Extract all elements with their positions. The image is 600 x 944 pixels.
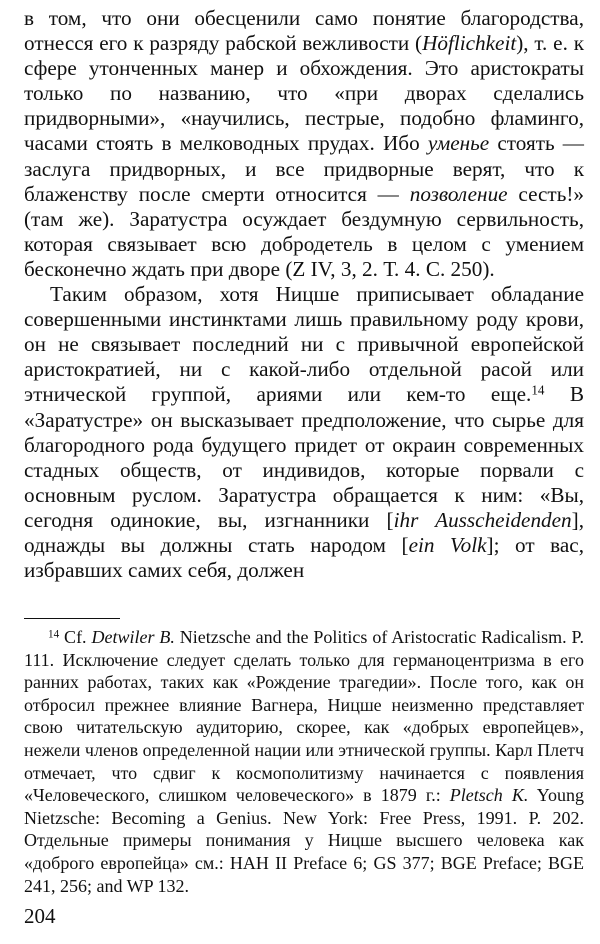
text-span: Nietzsche and the Politics of Aristocratic Radicalism. P. 111. Исключение следует сделать только для германоцентризма в его ранних работах, таких как «Рождение трагедии». После того, как он отбросил прежнее влияние Вагнера, Ницше неизменно представляет свою читательскую аудиторию, скорее, как «добрых европейцев», нежели членов определенной нации или этнической группы. Карл Плетч отмечает, что сдвиг к космополитизму начинается с появления «Человеческого, слишком человеческого» в 1879 г.: bbox=[24, 627, 584, 806]
page-number: 204 bbox=[24, 904, 56, 928]
footnote-14 bbox=[24, 626, 584, 897]
footnote-divider bbox=[24, 618, 120, 619]
text-span: Young Nietzsche: Becoming a Genius. New York: Free Press, 1991. P. 202. Отдельные примеры понимания у Ницше высшего человека как «доброго европейца» см.: HAH II Preface 6; GS 377; BGE Preface; BGE 241, 256; and WP 132. bbox=[24, 785, 584, 896]
italic-term: ihr Ausscheidenden bbox=[393, 507, 572, 532]
text-span: ), т. е. к сфере утонченных манер и обхождения. Это аристократы только по названию, что «при дворах сделались придворными», «научились, пестрые, подобно фламинго, часами стоять в мелководных прудах. Ибо bbox=[24, 31, 584, 156]
text-span: ], однажды вы должны стать народом [ bbox=[24, 507, 585, 557]
paragraph-1 bbox=[24, 6, 584, 282]
text-span: стоять — заслуга придворных, и все придворные верят, что к блаженству после смерти относится — bbox=[24, 131, 584, 206]
text-span: В «Заратустре» он высказывает предположение, что сырье для благородного рода будущего придет от окраин современных стадных обществ, от индивидов, которые порвали с основным руслом. Заратустра обращается к ним: «Вы, сегодня одинокие, вы, изгнанники [ bbox=[24, 382, 584, 532]
italic-term: уменье bbox=[427, 131, 490, 156]
italic-term: ein Volk bbox=[408, 532, 487, 557]
text-span: ]; от вас, избравших самих себя, должен bbox=[24, 532, 584, 583]
paragraph-2 bbox=[24, 282, 584, 583]
footnote-number: 14 bbox=[48, 628, 60, 641]
footnotes bbox=[24, 626, 584, 897]
italic-term: позволение bbox=[409, 181, 508, 206]
footnote-reference[interactable]: 14 bbox=[531, 382, 545, 398]
text-span: Cf. bbox=[59, 627, 92, 647]
main-text bbox=[24, 6, 584, 583]
text-span: в том, что они обесценили само понятие благородства, отнесся его к разряду рабской вежливости ( bbox=[24, 6, 584, 56]
italic-author: Detwiler B. bbox=[91, 627, 175, 647]
italic-term: Höflichkeit bbox=[422, 31, 517, 56]
italic-author: Pletsch K. bbox=[449, 785, 529, 806]
text-span: сесть!» (там же). Заратустра осуждает бездумную сервильность, которая связывает всю добродетель в целом с умением бесконечно ждать при дворе (Z IV, 3, 2. Т. 4. С. 250). bbox=[24, 181, 584, 281]
text-span: Таким образом, хотя Ницше приписывает обладание совершенными инстинктами лишь правильному роду крови, он не связывает последний ни с привычной европейской аристократией, ни с какой-либо отдельной расой или этнической группой, ариями или кем-то еще. bbox=[24, 282, 584, 407]
